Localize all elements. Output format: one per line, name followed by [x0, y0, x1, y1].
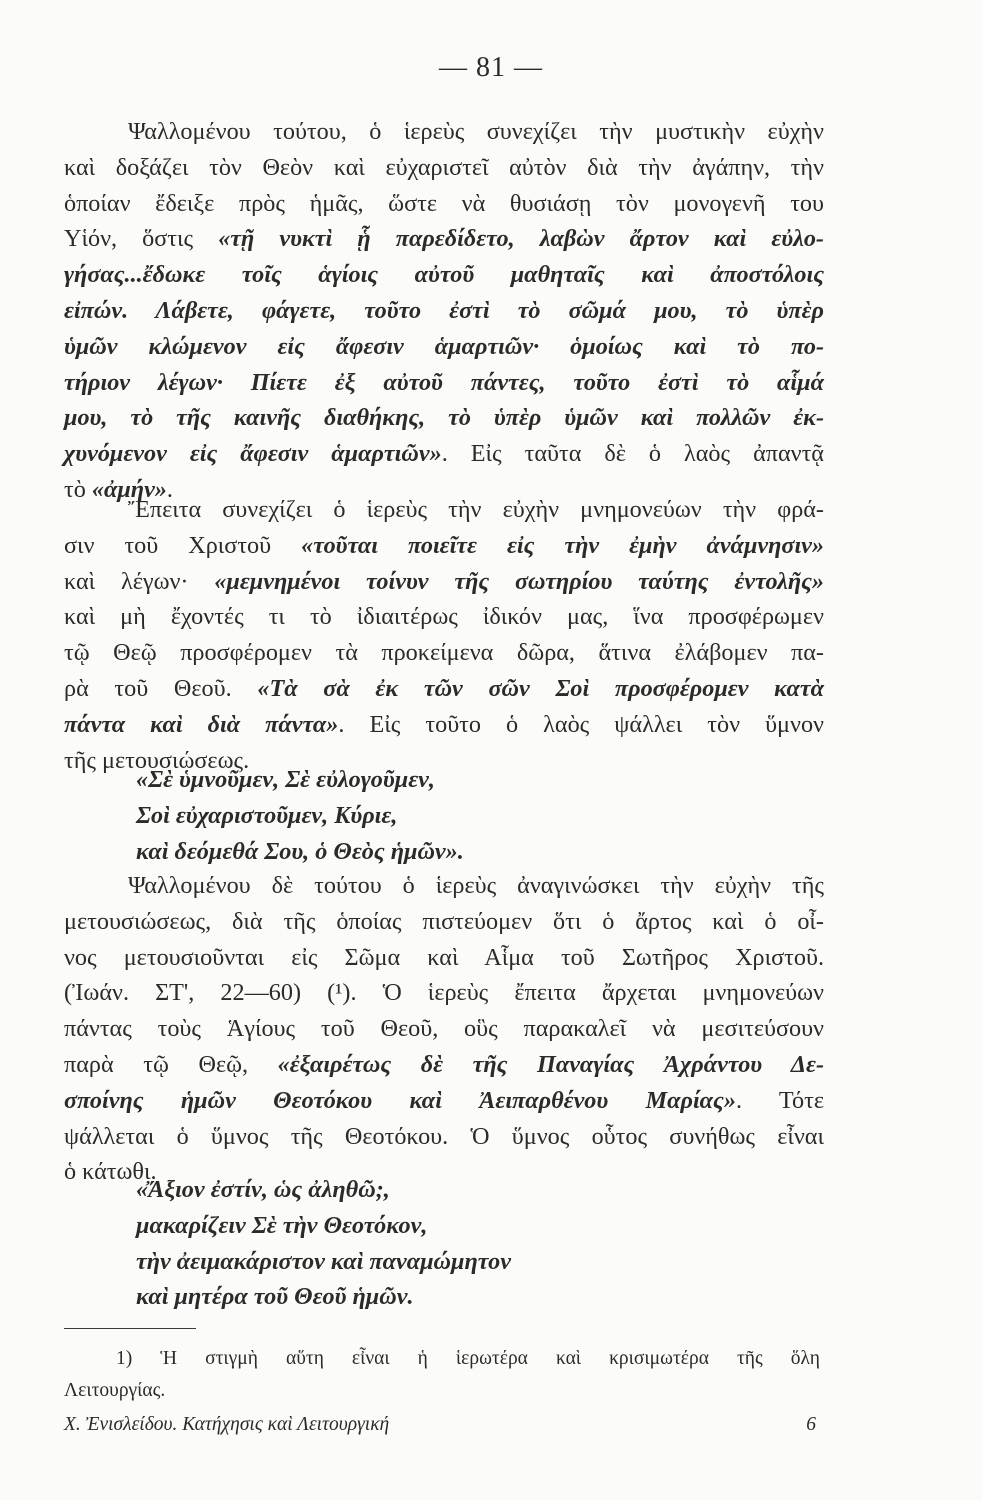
quoted-text: «μεμνημένοι τοίνυν τῆς σωτηρίου ταύτης ἐντολῆς»: [214, 567, 825, 595]
hymn-verse: καὶ μητέρα τοῦ Θεοῦ ἡμῶν.: [136, 1283, 414, 1311]
footnote-line: 1) Ἡ στιγμὴ αὕτη εἶναι ἡ ἱερωτέρα καὶ κρισιμωτέρα τῆς ὅλη: [116, 1348, 820, 1369]
text-line: [64, 257, 824, 293]
quoted-text: «Τὰ σὰ ἐκ τῶν σῶν Σοὶ προσφέρομεν κατὰ: [257, 674, 824, 702]
body-text: . Εἰς τοῦτο ὁ λαὸς ψάλλει τὸν ὕμνον: [338, 710, 824, 738]
text-line: [64, 1119, 824, 1155]
text-line: [64, 186, 824, 222]
quoted-text: «ἀμήν»: [91, 475, 167, 503]
body-text: πάντας τοὺς Ἁγίους τοῦ Θεοῦ, οὓς παρακαλεῖ νὰ μεσιτεύσουν: [64, 1015, 824, 1043]
quoted-text: «τοῦται ποιεῖτε εἰς τὴν ἐμὴν ἀνάμνησιν»: [301, 531, 824, 559]
quoted-text: εἰπών. Λάβετε, φάγετε, τοῦτο ἐστὶ τὸ σῶμά μου, τὸ ὑπὲρ: [64, 296, 824, 324]
body-text: ψάλλεται ὁ ὕμνος τῆς Θεοτόκου. Ὁ ὕμνος οὗτος συνήθως εἶναι: [64, 1122, 824, 1150]
hymn-1: [64, 762, 824, 869]
hymn-verse: «Σὲ ὑμνοῦμεν, Σὲ εὐλογοῦμεν,: [136, 766, 435, 793]
text-line: [64, 492, 824, 528]
hymn-verse: καὶ δεόμεθά Σου, ὁ Θεὸς ἡμῶν».: [136, 837, 464, 865]
text-line: [64, 599, 824, 635]
body-text: νος μετουσιοῦνται εἰς Σῶμα καὶ Αἷμα τοῦ Σωτῆρος Χριστοῦ.: [64, 943, 824, 971]
quoted-text: γήσας...ἔδωκε τοῖς ἁγίοις αὐτοῦ μαθηταῖς καὶ ἀποστόλοις: [64, 261, 824, 289]
body-text: σιν τοῦ Χριστοῦ: [64, 531, 302, 559]
hymn-verse: μακαρίζειν Σὲ τὴν Θεοτόκον,: [136, 1211, 428, 1239]
text-line: [64, 1083, 824, 1119]
hymn-verse: τὴν ἀειμακάριστον καὶ παναμώμητον: [136, 1247, 511, 1275]
hymn-verse: Σοὶ εὐχαριστοῦμεν, Κύριε,: [136, 801, 398, 829]
hymn-2: [64, 1172, 824, 1315]
body-text: τῷ Θεῷ προσφέρομεν τὰ προκείμενα δῶρα, ἅτινα ἐλάβομεν πα-: [64, 639, 824, 667]
text-line: [64, 868, 824, 904]
paragraph-3: [64, 868, 824, 1190]
text-line: [64, 528, 824, 564]
text-line: [64, 635, 824, 671]
text-line: [64, 707, 824, 743]
text-line: [64, 904, 824, 940]
text-line: [64, 365, 824, 401]
footnote-rule: [64, 1328, 196, 1329]
quoted-text: «τῇ νυκτὶ ᾗ παρεδίδετο, λαβὼν ἄρτον καὶ εὐλο-: [218, 225, 824, 253]
text-line: [64, 1011, 824, 1047]
body-text: τὸ: [64, 475, 92, 503]
text-line: [64, 564, 824, 600]
body-text: Υἱόν, ὅστις: [64, 225, 219, 253]
text-line: [64, 400, 824, 436]
quoted-text: σποίνης ἡμῶν Θεοτόκου καὶ Ἀειπαρθένου Μαρίας»: [64, 1086, 736, 1114]
quoted-text: τήριον λέγων· Πίετε ἐξ αὐτοῦ πάντες, τοῦτο ἐστὶ τὸ αἷμά: [64, 368, 824, 396]
body-text: ὁποίαν ἔδειξε πρὸς ἡμᾶς, ὥστε νὰ θυσιάσῃ τὸν μονογενῆ του: [64, 189, 824, 217]
quoted-text: ὑμῶν κλώμενον εἰς ἄφεσιν ἁμαρτιῶν· ὁμοίως καὶ τὸ πο-: [64, 332, 824, 360]
text-line: [64, 150, 824, 186]
body-text: . Εἰς ταῦτα δὲ ὁ λαὸς ἀπαντᾷ: [441, 440, 824, 468]
text-line: [64, 1047, 824, 1083]
text-line: [64, 975, 824, 1011]
body-text: Ἔπειτα συνεχίζει ὁ ἱερεὺς τὴν εὐχὴν μνημονεύων τὴν φρά-: [128, 496, 824, 523]
footnote: [64, 1343, 824, 1407]
body-text: καὶ λέγων·: [64, 567, 215, 595]
body-text: μετουσιώσεως, διὰ τῆς ὁποίας πιστεύομεν ὅτι ὁ ἄρτος καὶ ὁ οἶ-: [64, 907, 824, 935]
text-line: [64, 329, 824, 365]
footnote-line: Λειτουργίας.: [64, 1380, 166, 1401]
text-line: [64, 436, 824, 472]
page-footer: [64, 1414, 816, 1436]
body-text: καὶ μὴ ἔχοντές τι τὸ ἰδιαιτέρως ἰδικόν μας, ἵνα προσφέρωμεν: [64, 603, 824, 631]
quoted-text: «ἐξαιρέτως δὲ τῆς Παναγίας Ἀχράντου Δε-: [277, 1050, 824, 1078]
text-line: [64, 293, 824, 329]
body-text: (Ἰωάν. ΣΤ', 22—60) (¹). Ὁ ἱερεὺς ἔπειτα ἄρχεται μνημονεύων: [64, 979, 824, 1007]
quoted-text: μου, τὸ τῆς καινῆς διαθήκης, τὸ ὑπὲρ ὑμῶν καὶ πολλῶν ἐκ-: [64, 404, 824, 432]
text-line: [64, 940, 824, 976]
page-number: — 81 —: [439, 52, 543, 83]
quoted-text: χυνόμενον εἰς ἄφεσιν ἁμαρτιῶν»: [64, 440, 442, 468]
body-text: ρὰ τοῦ Θεοῦ.: [64, 674, 258, 702]
paragraph-1: [64, 114, 824, 508]
body-text: παρὰ τῷ Θεῷ,: [64, 1050, 278, 1078]
text-line: [64, 671, 824, 707]
body-text: . Τότε: [735, 1086, 824, 1114]
text-line: [64, 221, 824, 257]
body-text: ὁ κάτωθι.: [64, 1158, 157, 1186]
hymn-verse: «Ἄξιον ἐστίν, ὡς ἀληθῶ;,: [136, 1176, 390, 1203]
body-text: τῆς μετουσιώσεως.: [64, 746, 250, 774]
body-text: Ψαλλομένου δὲ τούτου ὁ ἱερεὺς ἀναγινώσκει τὴν εὐχὴν τῆς: [128, 872, 824, 899]
paragraph-2: [64, 492, 824, 778]
text-line: [64, 114, 824, 150]
footer-signature-mark: 6: [806, 1414, 816, 1435]
body-text: .: [166, 475, 173, 503]
footer-book-title: Χ. Ἐνισλείδου. Κατήχησις καὶ Λειτουργική: [64, 1414, 390, 1435]
body-text: καὶ δοξάζει τὸν Θεὸν καὶ εὐχαριστεῖ αὐτὸν διὰ τὴν ἀγάπην, τὴν: [64, 153, 824, 181]
quoted-text: πάντα καὶ διὰ πάντα»: [64, 710, 339, 738]
body-text: Ψαλλομένου τούτου, ὁ ἱερεὺς συνεχίζει τὴν μυστικὴν εὐχὴν: [128, 118, 824, 145]
